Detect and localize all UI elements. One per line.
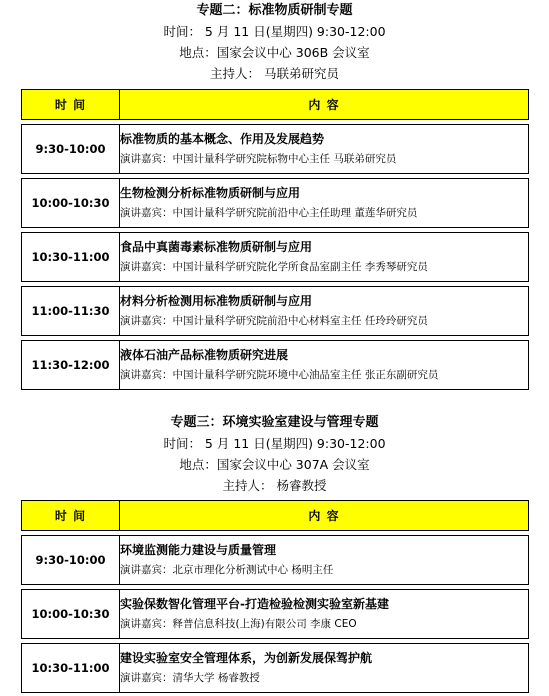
- talk-title: 材料分析检测用标准物质研制与应用: [120, 294, 313, 308]
- time-slot: 10:00-10:30: [22, 590, 120, 639]
- talk-speaker: 演讲嘉宾：中国计量科学研究院前沿中心主任助理 董莲华研究员: [120, 207, 418, 219]
- column-header-time: 时 间: [22, 90, 120, 120]
- session-block: [0, 412, 549, 684]
- session-location: 地点：国家会议中心 306B 会议室: [179, 45, 370, 60]
- schedule-table: [21, 89, 529, 390]
- column-header-time: 时 间: [22, 501, 120, 531]
- talk-title: 标准物质的基本概念、作用及发展趋势: [120, 132, 325, 146]
- talk-cell: [120, 287, 529, 336]
- table-header-row: [22, 90, 529, 120]
- table-row: [22, 125, 529, 174]
- session-title: 专题三：环境实验室建设与管理专题: [170, 415, 379, 430]
- talk-speaker: 演讲嘉宾：中国计量科学研究院标物中心主任 马联弟研究员: [120, 153, 397, 165]
- talk-title: 液体石油产品标准物质研究进展: [120, 348, 289, 362]
- table-row: [22, 536, 529, 585]
- time-slot: 11:00-11:30: [22, 287, 120, 336]
- time-slot: 11:30-12:00: [22, 341, 120, 390]
- talk-speaker: 演讲嘉宾：北京市理化分析测试中心 杨明主任: [120, 564, 334, 576]
- session-time: 时间： 5 月 11 日(星期四) 9:30-12:00: [163, 24, 386, 39]
- time-slot: 9:30-10:00: [22, 536, 120, 585]
- time-slot: 10:30-11:00: [22, 644, 120, 693]
- session-title: 专题二：标准物质研制专题: [196, 3, 353, 18]
- talk-title: 环境监测能力建设与质量管理: [120, 543, 277, 557]
- talk-speaker: 演讲嘉宾：中国计量科学研究院前沿中心材料室主任 任玲玲研究员: [120, 315, 428, 327]
- talk-title: 食品中真菌毒素标准物质研制与应用: [120, 240, 313, 254]
- table-row: [22, 341, 529, 390]
- talk-title: 实验保数智化管理平台-打造检验检测实验室新基建: [120, 597, 389, 611]
- schedule-table: [21, 500, 529, 693]
- talk-cell: [120, 644, 529, 693]
- talk-speaker: 演讲嘉宾：中国计量科学研究院化学所食品室副主任 李秀琴研究员: [120, 261, 428, 273]
- talk-cell: [120, 233, 529, 282]
- talk-speaker: 演讲嘉宾：清华大学 杨睿教授: [120, 672, 260, 684]
- talk-cell: [120, 536, 529, 585]
- table-row: [22, 644, 529, 693]
- session-host: 主持人： 杨睿教授: [222, 478, 327, 493]
- time-slot: 9:30-10:00: [22, 125, 120, 174]
- talk-title: 建设实验室安全管理体系，为创新发展保驾护航: [120, 651, 373, 665]
- table-row: [22, 590, 529, 639]
- talk-title: 生物检测分析标准物质研制与应用: [120, 186, 301, 200]
- table-row: [22, 287, 529, 336]
- table-row: [22, 233, 529, 282]
- session-location: 地点：国家会议中心 307A 会议室: [179, 457, 370, 472]
- talk-cell: [120, 179, 529, 228]
- talk-speaker: 演讲嘉宾：中国计量科学研究院环境中心油品室主任 张正东副研究员: [120, 369, 439, 381]
- table-header-row: [22, 501, 529, 531]
- session-host: 主持人： 马联弟研究员: [210, 66, 339, 81]
- talk-cell: [120, 590, 529, 639]
- time-slot: 10:00-10:30: [22, 179, 120, 228]
- column-header-content: 内 容: [120, 501, 529, 531]
- talk-cell: [120, 125, 529, 174]
- talk-speaker: 演讲嘉宾：释普信息科技(上海)有限公司 李康 CEO: [120, 618, 357, 630]
- table-row: [22, 179, 529, 228]
- time-slot: 10:30-11:00: [22, 233, 120, 282]
- session-time: 时间： 5 月 11 日(星期四) 9:30-12:00: [163, 436, 386, 451]
- column-header-content: 内 容: [120, 90, 529, 120]
- talk-cell: [120, 341, 529, 390]
